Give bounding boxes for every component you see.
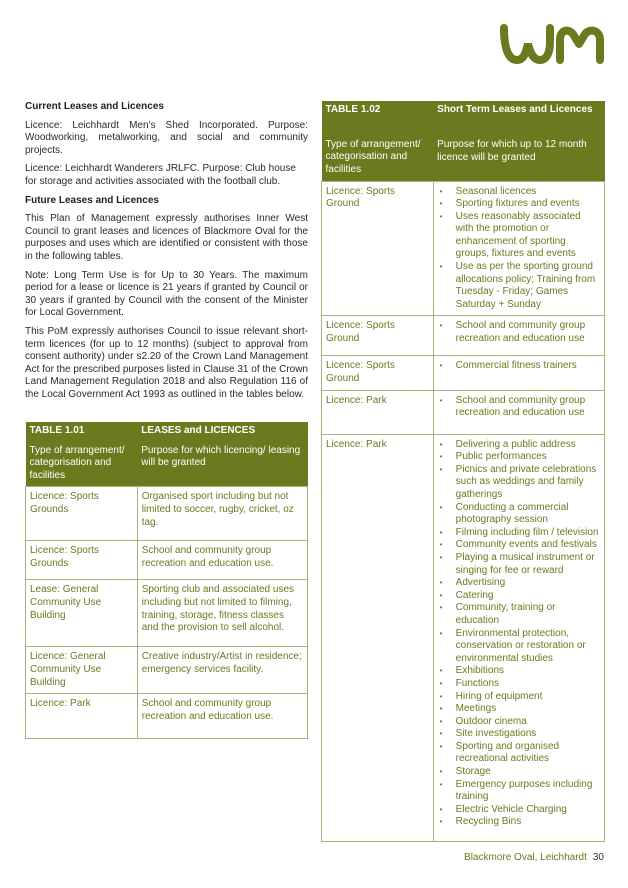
wm-logo xyxy=(500,22,606,64)
page-footer xyxy=(464,852,604,863)
current-licence-1: Licence: Leichhardt Men's Shed Incorporated. Purpose: Woodworking, metalworking, and social and community projects. xyxy=(25,119,308,156)
list-item: • Delivering a public address xyxy=(438,439,600,452)
list-item: • Commercial fitness trainers xyxy=(438,360,600,373)
table-row-purpose xyxy=(433,434,604,841)
table-1-title: TABLE 1.01 xyxy=(26,422,138,442)
page-number: 30 xyxy=(592,852,604,863)
future-para-2: Note: Long Term Use is for Up to 30 Years. The maximum period for a lease or licence is 21 years if granted by Council or 30 years if granted by Council with the consent of the Minister for Local Government. xyxy=(25,269,308,319)
list-item: • Storage xyxy=(438,766,600,779)
table-row-type: Licence: Sports Ground xyxy=(322,316,434,356)
list-item: • Conducting a commercial photography session xyxy=(438,502,600,527)
list-item: • Hiring of equipment xyxy=(438,691,600,704)
table-row-purpose: School and community group recreation and education use. xyxy=(137,694,307,739)
table-row-purpose xyxy=(433,181,604,316)
future-leases-heading: Future Leases and Licences xyxy=(25,194,159,206)
list-item: • Outdoor cinema xyxy=(438,716,600,729)
list-item: • Environmental protection, conservation or restoration or environmental studies xyxy=(438,628,600,666)
table-1-heading: LEASES and LICENCES xyxy=(137,422,307,442)
table-row-purpose: Sporting club and associated uses including but not limited to filming, training, storage, fitness classes and the provision to sell alcohol. xyxy=(137,580,307,647)
list-item: • Playing a musical instrument or singing for fee or reward xyxy=(438,552,600,577)
list-item: • Seasonal licences xyxy=(438,186,600,199)
table-row-purpose: Creative industry/Artist in residence; emergency services facility. xyxy=(137,647,307,694)
list-item: • Uses reasonably associated with the promotion or enhancement of sporting groups, fixtures and events xyxy=(438,211,600,261)
table-row-type: Licence: Park xyxy=(322,434,434,841)
list-item: • Emergency purposes including training xyxy=(438,779,600,804)
table-1-col2-header: Purpose for which licencing/ leasing will be granted xyxy=(137,442,307,487)
list-item: • Sporting and organised recreational activities xyxy=(438,741,600,766)
table-row-type: Licence: Park xyxy=(322,390,434,434)
table-row-purpose xyxy=(433,356,604,390)
table-row-purpose xyxy=(433,390,604,434)
table-2-col2-header: Purpose for which up to 12 month licence will be granted xyxy=(433,129,604,181)
list-item: • Advertising xyxy=(438,577,600,590)
list-item: • Meetings xyxy=(438,703,600,716)
current-licence-2: Licence: Leichhardt Wanderers JRLFC. Purpose: Club house for storage and activities associated with the football club. xyxy=(25,163,296,187)
table-1-col1-header: Type of arrangement/ categorisation and facilities xyxy=(26,442,138,487)
future-para-1: This Plan of Management expressly authorises Inner West Council to grant leases and licences of Blackmore Oval for the purposes and uses which are identified or consistent with those in the following tables. xyxy=(25,213,308,262)
list-item: • Catering xyxy=(438,590,600,603)
list-item: • School and community group recreation and education use xyxy=(438,320,600,345)
list-item: • Recycling Bins xyxy=(438,816,600,829)
table-1-01 xyxy=(25,422,308,739)
table-row-purpose: School and community group recreation and education use. xyxy=(137,541,307,580)
list-item: • Public performances xyxy=(438,451,600,464)
table-row-type: Licence: Sports Grounds xyxy=(26,487,138,541)
list-item: • Use as per the sporting ground allocations policy; Training from Tuesday - Friday; Games Saturday + Sunday xyxy=(438,261,600,311)
table-2-title: TABLE 1.02 xyxy=(322,101,434,129)
table-row-purpose xyxy=(433,316,604,356)
list-item: • Functions xyxy=(438,678,600,691)
current-leases-heading: Current Leases and Licences xyxy=(25,101,164,112)
list-item: • Picnics and private celebrations such as weddings and family gatherings xyxy=(438,464,600,502)
table-row-type: Licence: Sports Ground xyxy=(322,356,434,390)
table-2-heading: Short Term Leases and Licences xyxy=(433,101,604,129)
list-item: • Sporting fixtures and events xyxy=(438,198,600,211)
footer-location: Blackmore Oval, Leichhardt xyxy=(464,852,587,863)
list-item: • Electric Vehicle Charging xyxy=(438,804,600,817)
table-row-type: Lease: General Community Use Building xyxy=(26,580,138,647)
table-2-col1-header: Type of arrangement/ categorisation and facilities xyxy=(322,129,434,181)
table-row-type: Licence: Sports Ground xyxy=(322,181,434,316)
list-item: • Filming including film / television xyxy=(438,527,600,540)
list-item: • Site investigations xyxy=(438,728,600,741)
future-para-3: This PoM expressly authorises Council to issue relevant short-term licences (for up to 12 months) (subject to approval from consent authority) under s2.20 of the Crown Land Management Act for the prescribed purposes listed in Clause 31 of the Crown Land Management Regulation 2018 and also Regulation 116 of the Local Government Act 1993 as outlined in the tables below. xyxy=(25,325,308,400)
list-item: • Community events and festivals xyxy=(438,539,600,552)
table-row-type: Licence: Sports Grounds xyxy=(26,541,138,580)
table-row-type: Licence: Park xyxy=(26,694,138,739)
intro-text xyxy=(25,101,308,407)
list-item: • Community, training or education xyxy=(438,602,600,627)
table-1-02 xyxy=(321,101,605,842)
table-row-type: Licence: General Community Use Building xyxy=(26,647,138,694)
list-item: • School and community group recreation and education use xyxy=(438,395,600,420)
table-row-purpose: Organised sport including but not limited to soccer, rugby, cricket, oz tag. xyxy=(137,487,307,541)
list-item: • Exhibitions xyxy=(438,665,600,678)
